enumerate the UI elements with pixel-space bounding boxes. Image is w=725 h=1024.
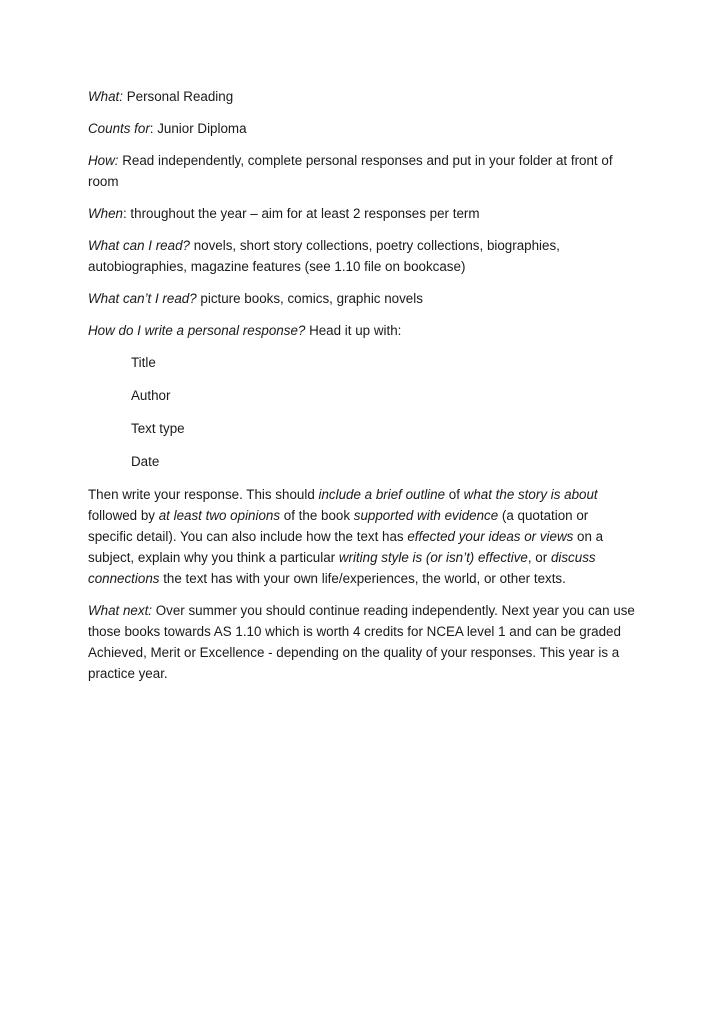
response-emphasis: discuss connections: [88, 550, 596, 586]
response-emphasis: what the story is about: [463, 487, 598, 502]
heading-item-text-type: Text type: [131, 421, 185, 436]
what-line: [88, 86, 636, 107]
what-next-text: Over summer you should continue reading independently. Next year you can use those books towards AS 1.10 which is worth 4 credits for NCEA level 1 and can be graded Achieved, Merit or Excellence - depending on the quality of your responses. This year is a practice year.: [88, 603, 635, 681]
heading-item-title: Title: [131, 355, 156, 370]
how-write-line: [88, 320, 636, 341]
response-emphasis: supported with evidence: [353, 508, 499, 523]
cant-read-label: What can’t I read?: [88, 291, 197, 306]
response-emphasis: at least two opinions: [158, 508, 281, 523]
what-next-label: What next:: [88, 603, 153, 618]
response-text: on a subject, explain why you think a particular: [88, 529, 604, 565]
what-next-paragraph: [88, 600, 636, 684]
response-text: (a quotation or specific detail). You can also include how the text has: [88, 508, 589, 544]
what-label: What:: [88, 89, 123, 104]
counts-for-line: [88, 118, 636, 139]
can-read-label: What can I read?: [88, 238, 190, 253]
response-emphasis: include a brief outline: [318, 487, 446, 502]
when-label: When: [88, 206, 123, 221]
response-text: Then write your response. This should: [88, 487, 319, 502]
counts-for-text: : Junior Diploma: [149, 121, 247, 136]
response-paragraph: [88, 484, 636, 589]
cant-read-text: picture books, comics, graphic novels: [196, 291, 423, 306]
how-write-text: Head it up with:: [305, 323, 402, 338]
heading-item-date: Date: [131, 454, 160, 469]
response-emphasis: effected your ideas or views: [407, 529, 574, 544]
response-text: of the book: [280, 508, 354, 523]
response-emphasis: writing style is (or isn’t) effective: [338, 550, 528, 565]
cant-read-line: [88, 288, 636, 309]
response-text: of: [445, 487, 464, 502]
heading-item-author: Author: [131, 388, 171, 403]
when-text: : throughout the year – aim for at least 2 responses per term: [122, 206, 480, 221]
response-text: , or: [527, 550, 551, 565]
how-label: How:: [88, 153, 119, 168]
how-write-label: How do I write a personal response?: [88, 323, 306, 338]
response-text: the text has with your own life/experiences, the world, or other texts.: [159, 571, 566, 586]
heading-list: [88, 352, 636, 472]
what-text: Personal Reading: [122, 89, 234, 104]
how-text: Read independently, complete personal responses and put in your folder at front of room: [88, 153, 613, 189]
can-read-text: novels, short story collections, poetry collections, biographies, autobiographies, magazine features (see 1.10 file on bookcase): [88, 238, 560, 274]
counts-for-label: Counts for: [88, 121, 150, 136]
response-text: followed by: [88, 508, 159, 523]
document-body: [88, 86, 636, 695]
how-line: [88, 150, 636, 192]
when-line: [88, 203, 636, 224]
can-read-line: [88, 235, 636, 277]
